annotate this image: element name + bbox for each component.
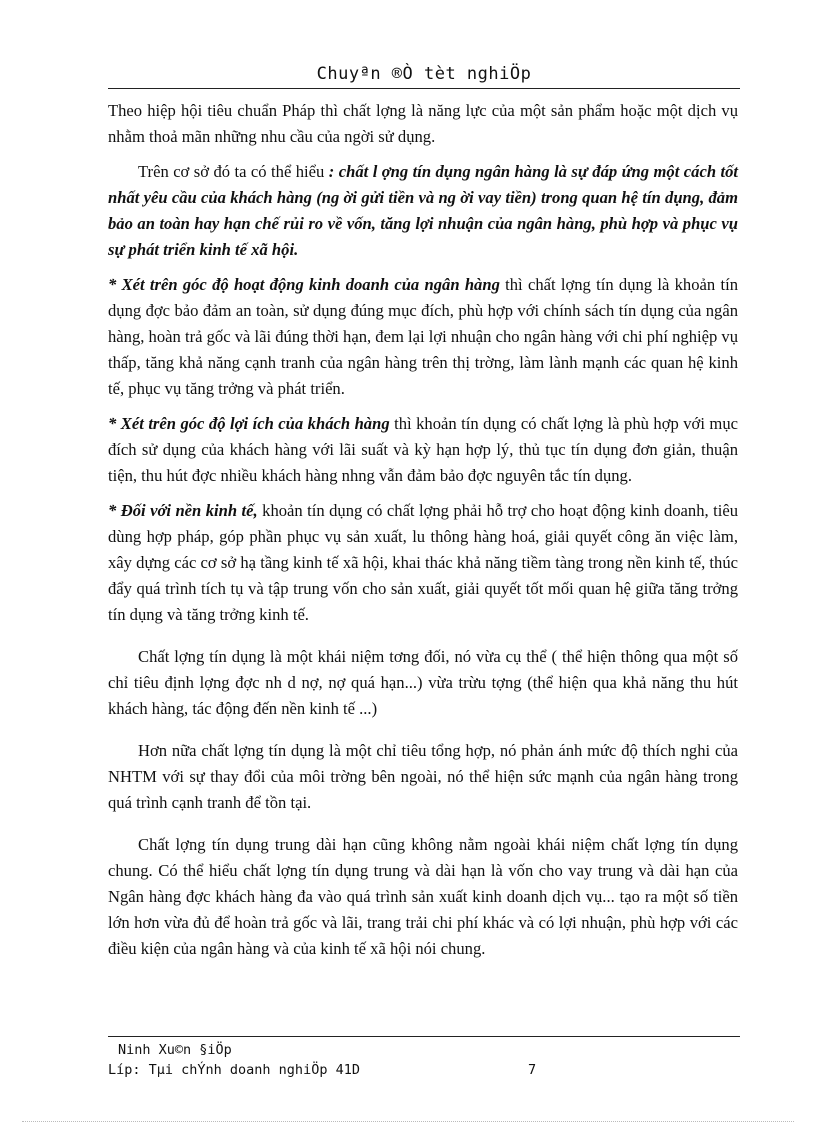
- paragraph-composite-indicator: Hơn nữa chất lợng tín dụng là một chỉ tiêu tổng hợp, nó phản ánh mức độ thích nghi của NHTM với sự thay đổi của môi trờng bên ngoài, nó thể hiện sức mạnh của ngân hàng trong quá trình cạnh tranh để tồn tại.: [108, 741, 738, 812]
- heading-customer-perspective: * Xét trên góc độ lợi ích của khách hàng: [108, 414, 390, 433]
- footer-class: Líp: Tµi chÝnh doanh nghiÖp 41D: [108, 1062, 360, 1078]
- header-title: Chuyªn ®Ò tèt nghiÖp: [316, 64, 532, 84]
- text-bank-perspective: thì chất lợng tín dụng là khoản tín dụng đợc bảo đảm an toàn, sử dụng đúng mục đích, phù hợp với chính sách tín dụng của ngân hàng, hoàn trả gốc và lãi đúng thời hạn, đem lại lợi nhuận cho ngân hàng với chi phí nghiệp vụ thấp, tăng khả năng cạnh tranh của ngân hàng trên thị trờng, làm lành mạnh các quan hệ kinh tế, phục vụ tăng trởng và phát triển.: [108, 275, 739, 398]
- paragraph-bank-perspective: [108, 272, 738, 402]
- paragraph-relative-concept: Chất lợng tín dụng là một khái niệm tơng đối, nó vừa cụ thể ( thể hiện thông qua một số chỉ tiêu định lợng đợc nh d nợ, nợ quá hạn...) vừa trừu tợng (thể hiện qua khả năng thu hút khách hàng, tác động đến nền kinh tế ...): [108, 647, 738, 718]
- text-economy-perspective: khoản tín dụng có chất lợng phải hỗ trợ cho hoạt động kinh doanh, tiêu dùng hợp pháp, góp phần phục vụ sản xuất, lu thông hàng hoá, giải quyết công ăn việc làm, xây dựng các cơ sở hạ tầng kinh tế xã hội, khai thác khả năng tiềm tàng trong nền kinh tế, thúc đẩy quá trình tích tụ và tập trung vốn cho sản xuất, giải quyết tốt mối quan hệ giữa tăng trởng tín dụng và tăng trởng kinh tế.: [108, 501, 738, 624]
- footer-divider: [108, 1036, 740, 1037]
- body-text: [108, 98, 738, 971]
- page-bottom-edge: [22, 1121, 794, 1122]
- paragraph-credit-quality: [108, 159, 738, 263]
- heading-bank-perspective: * Xét trên góc độ hoạt động kinh doanh của ngân hàng: [108, 275, 500, 294]
- paragraph-economy-perspective: [108, 498, 738, 628]
- text-customer-perspective: thì khoản tín dụng có chất lợng là phù hợp với mục đích sử dụng của khách hàng với lãi suất và kỳ hạn hợp lý, thủ tục tín dụng đơn giản, thuận tiện, thu hút đợc nhiều khách hàng nhng vẫn đảm bảo đợc nguyên tắc tín dụng.: [108, 414, 738, 485]
- heading-economy-perspective: * Đối với nền kinh tế,: [108, 501, 258, 520]
- footer: [108, 1040, 740, 1080]
- page-number: 7: [528, 1062, 537, 1078]
- paragraph-definition: Theo hiệp hội tiêu chuẩn Pháp thì chất lợng là năng lực của một sản phẩm hoặc một dịch vụ nhằm thoả mãn những nhu cầu của ngời sử dụng.: [108, 101, 738, 146]
- paragraph-lead: Trên cơ sở đó ta có thể hiểu: [138, 162, 329, 181]
- header-divider: [108, 88, 740, 89]
- paragraph-customer-perspective: [108, 411, 738, 489]
- paragraph-medium-long-term: Chất lợng tín dụng trung dài hạn cũng không nằm ngoài khái niệm chất lợng tín dụng chung. Có thể hiểu chất lợng tín dụng trung và dài hạn là vốn cho vay trung và dài hạn của Ngân hàng đợc khách hàng đa vào quá trình sản xuất kinh doanh dịch vụ... tạo ra một số tiền lớn hơn vừa đủ để hoàn trả gốc và lãi, trang trải chi phí khác và có lợi nhuận, phù hợp với các điều kiện của ngân hàng và của kinh tế xã hội nói chung.: [108, 835, 738, 958]
- emphasis-definition: : chất l ợng tín dụng ngân hàng là sự đáp ứng một cách tốt nhất yêu cầu của khách hàng (ng ời gửi tiền và ng ời vay tiền) trong quan hệ tín dụng, đảm bảo an toàn hay hạn chế rủi ro về vốn, tăng lợi nhuận của ngân hàng, phù hợp và phục vụ sự phát triển kinh tế xã hội.: [108, 162, 739, 259]
- footer-author: Ninh Xu©n §iÖp: [118, 1042, 232, 1058]
